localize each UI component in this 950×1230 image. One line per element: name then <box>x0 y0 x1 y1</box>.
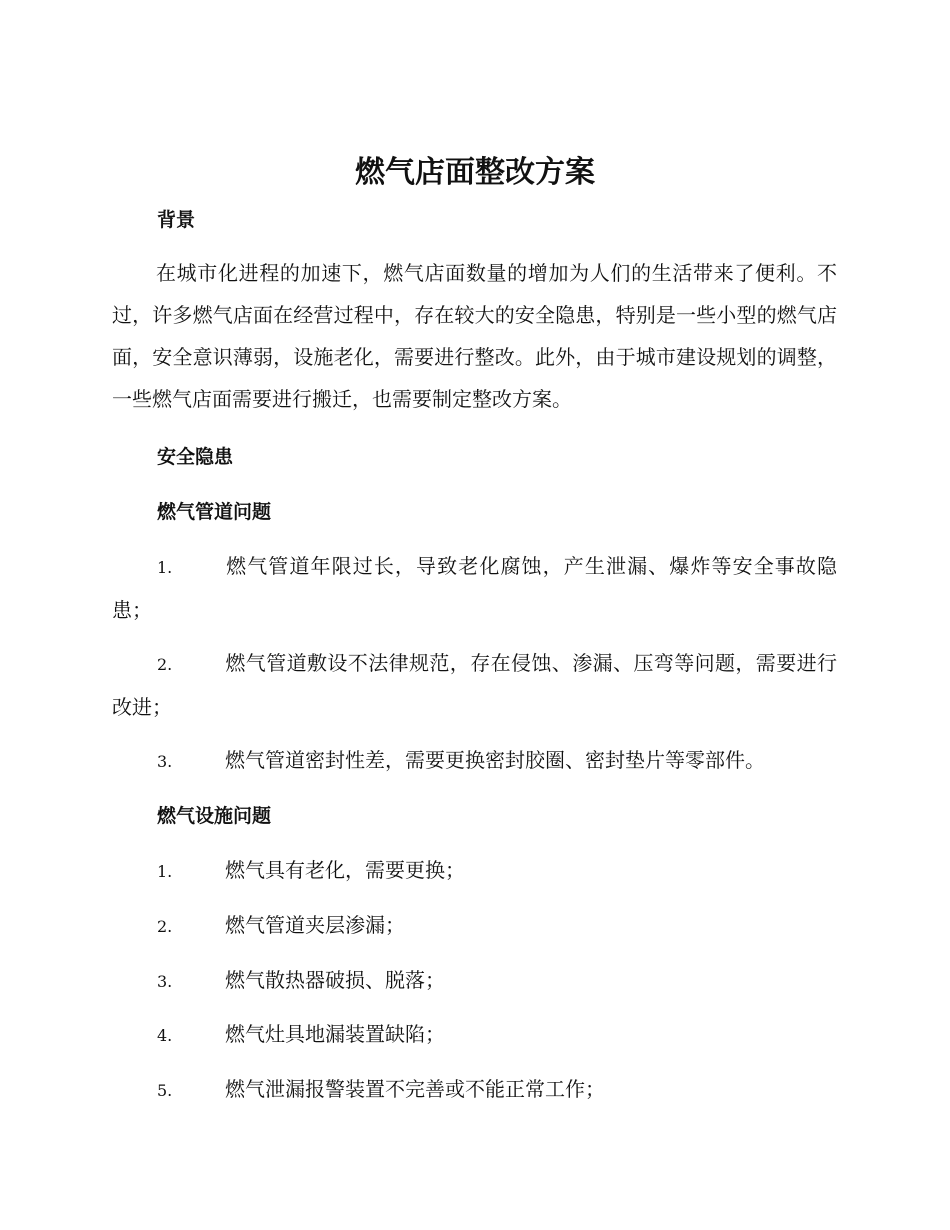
list-item-text: 燃气管道年限过长，导致老化腐蚀，产生泄漏、爆炸等安全事故隐患； <box>112 554 837 622</box>
list-item-text: 燃气管道夹层渗漏； <box>225 913 405 937</box>
list-item-text: 燃气管道密封性差，需要更换密封胶圈、密封垫片等零部件。 <box>225 748 765 772</box>
list-item-number: 2. <box>157 655 173 674</box>
section-heading-background: 背景 <box>157 209 196 231</box>
list-item <box>112 739 837 783</box>
list-item-number: 3. <box>157 972 173 991</box>
list-item-text: 燃气灶具地漏装置缺陷； <box>225 1022 445 1046</box>
list-item <box>112 1013 837 1057</box>
list-item <box>112 904 837 948</box>
document-title: 燃气店面整改方案 <box>355 155 595 190</box>
section-heading-pipeline-issues: 燃气管道问题 <box>157 501 272 523</box>
list-item <box>112 959 837 1003</box>
list-item-text: 燃气具有老化，需要更换； <box>225 858 465 882</box>
list-item-text: 燃气散热器破损、脱落； <box>225 968 445 992</box>
background-paragraph: 在城市化进程的加速下，燃气店面数量的增加为人们的生活带来了便利。不过，许多燃气店面在经营过程中，存在较大的安全隐患，特别是一些小型的燃气店面，安全意识薄弱，设施老化，需要进行整改。此外，由于城市建设规划的调整，一些燃气店面需要进行搬迁，也需要制定整改方案。 <box>112 261 837 411</box>
list-item-number: 1. <box>157 862 173 881</box>
list-item-number: 4. <box>157 1026 173 1045</box>
list-item-text: 燃气泄漏报警装置不完善或不能正常工作； <box>225 1077 605 1101</box>
list-item-text: 燃气管道敷设不法律规范，存在侵蚀、渗漏、压弯等问题，需要进行改进； <box>112 651 837 719</box>
section-heading-safety-hazards: 安全隐患 <box>157 446 234 468</box>
list-item-number: 2. <box>157 917 173 936</box>
list-item <box>112 849 837 893</box>
section-heading-facility-issues: 燃气设施问题 <box>157 805 272 827</box>
list-item <box>112 1068 837 1112</box>
list-item-number: 1. <box>157 558 173 577</box>
list-item-number: 3. <box>157 752 173 771</box>
list-item-number: 5. <box>157 1081 173 1100</box>
list-item <box>112 642 837 728</box>
list-item <box>112 545 837 631</box>
